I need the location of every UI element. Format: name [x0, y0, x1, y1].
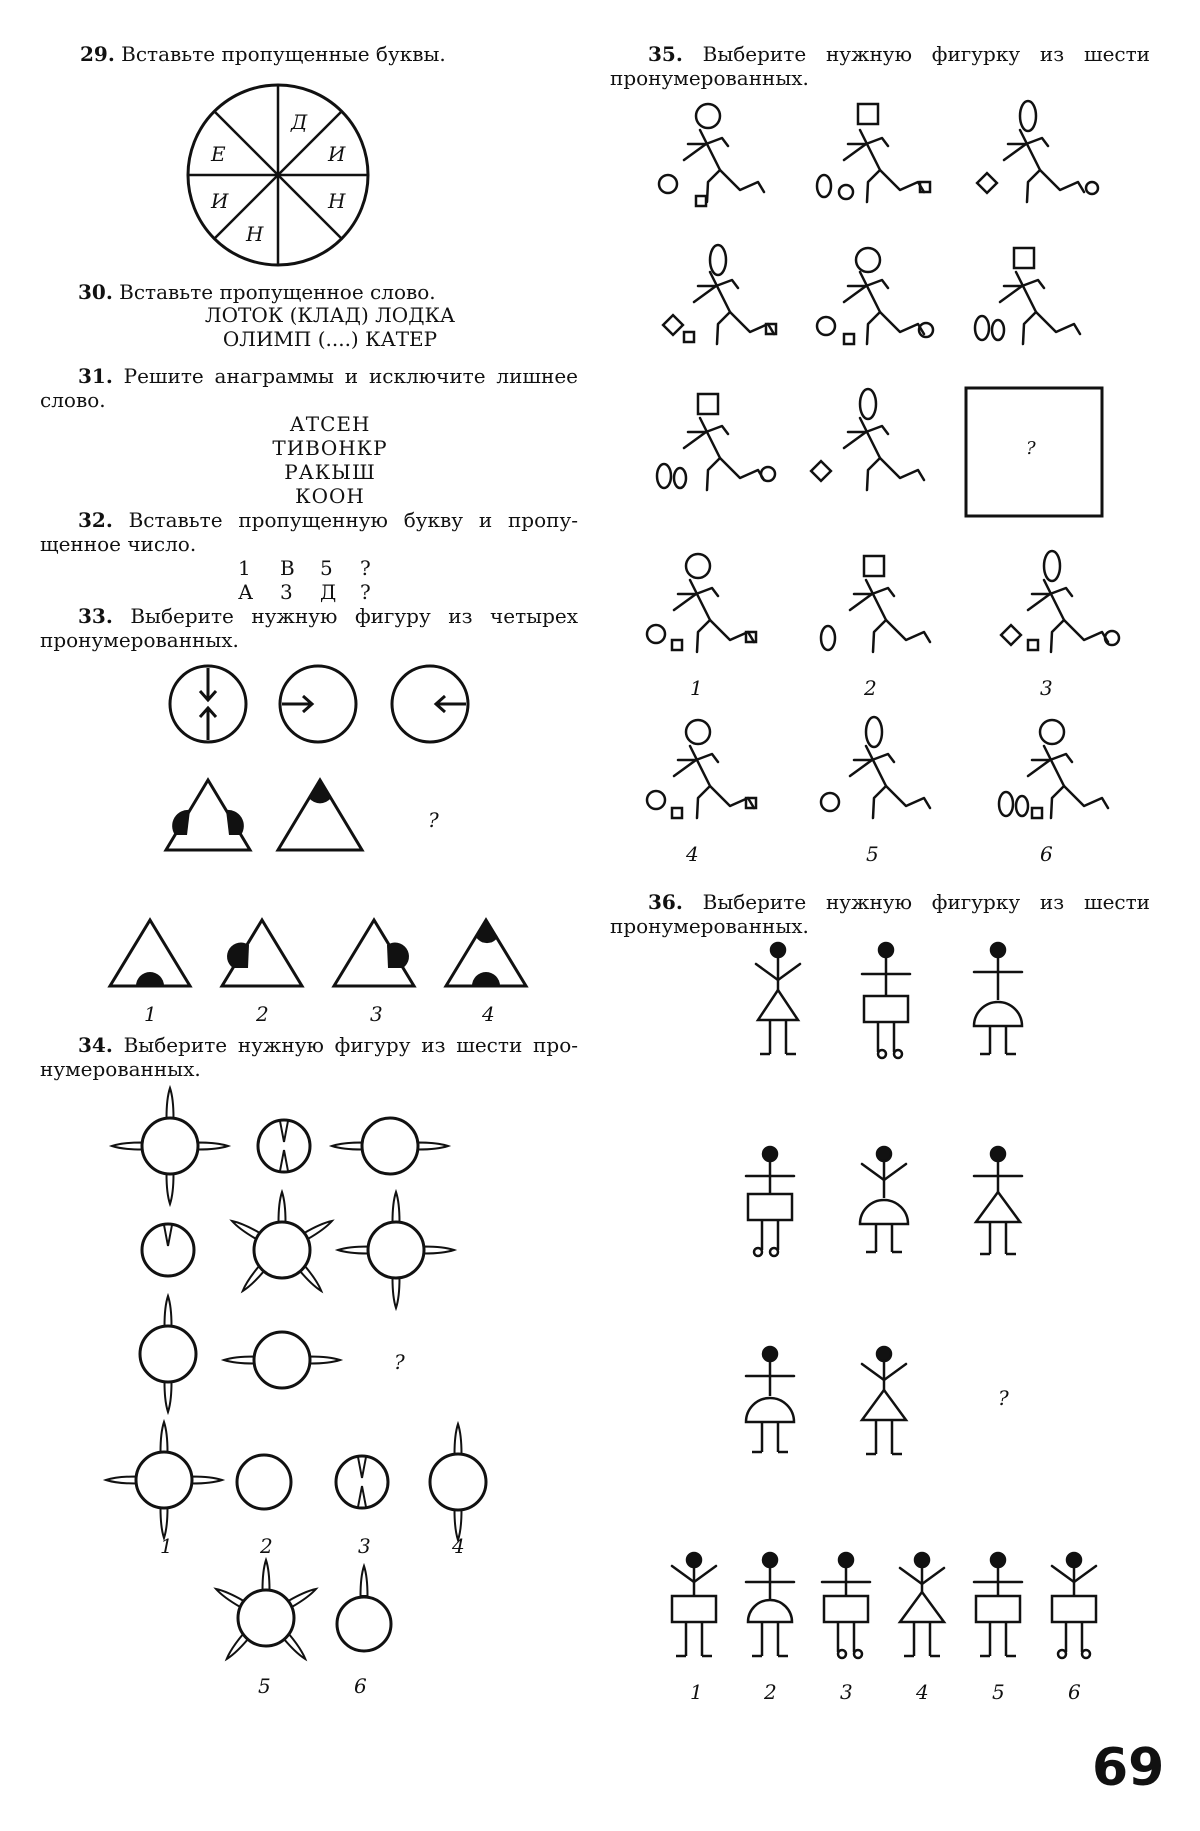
q35-label: 6: [1040, 842, 1053, 866]
q33-triangle-2: [278, 780, 362, 850]
q36-label: 6: [1068, 1680, 1081, 1704]
q33-circle-arrows-1: [170, 666, 246, 742]
q35-label: 3: [1040, 676, 1053, 700]
wheel-letter: И: [328, 142, 346, 166]
q35-label: 1: [690, 676, 703, 700]
q32-cell: ?: [360, 556, 371, 580]
q35-text2: пронумерованных.: [610, 66, 809, 90]
q35-figure-1: [659, 104, 764, 206]
q29-number: 29.: [80, 42, 115, 66]
q34-figure-1: [112, 1088, 228, 1204]
q36-label: 4: [916, 1680, 929, 1704]
q34-answer-6[interactable]: [337, 1566, 391, 1651]
q36-answer-5[interactable]: [974, 1553, 1022, 1656]
q35-answer-3[interactable]: [1001, 551, 1119, 652]
q34-label: 5: [258, 1674, 271, 1698]
q34-answer-1[interactable]: [106, 1422, 222, 1538]
q35-answer-6[interactable]: [999, 720, 1108, 818]
q36-label: 5: [992, 1680, 1005, 1704]
q32-cell: Д: [320, 580, 337, 604]
q33-answer-3[interactable]: [334, 920, 414, 986]
q30-text: Вставьте пропущенное слово.: [119, 280, 436, 304]
q36-figure-8: [862, 1347, 906, 1454]
q36-figure-2: [862, 943, 910, 1058]
q36-text2: пронумерованных.: [610, 914, 809, 938]
q33-answer-1[interactable]: [110, 920, 190, 986]
q36-figure-6: [974, 1147, 1022, 1254]
q33-label: 2: [256, 1002, 269, 1026]
wheel-letter: Н: [246, 222, 264, 246]
q35-figure-8: [811, 389, 924, 490]
q35-answer-2[interactable]: [821, 556, 930, 652]
q36-figure-1: [756, 943, 800, 1054]
q33-number: 33.: [78, 604, 113, 628]
q34-number: 34.: [78, 1033, 113, 1057]
q36-text1: Выберите нужную фигурку из шести: [702, 890, 1151, 914]
q36-number: 36.: [648, 890, 683, 914]
q33-label: 1: [144, 1002, 157, 1026]
q34-label: 4: [452, 1534, 465, 1558]
q34-label: 3: [358, 1534, 371, 1558]
q35-label: 5: [866, 842, 879, 866]
q31-word: АТСЕН: [289, 412, 371, 436]
q34-answer-2[interactable]: [237, 1455, 291, 1509]
q34-label: 2: [260, 1534, 273, 1558]
q35-answer-1[interactable]: [647, 554, 756, 652]
q32-cell: 3: [280, 580, 293, 604]
page-number: 69: [1092, 1738, 1165, 1798]
q35-figure-3: [977, 101, 1098, 202]
q30-line1: ЛОТОК (КЛАД) ЛОДКА: [204, 303, 456, 327]
q31-text2: слово.: [40, 388, 106, 412]
q34-text2: нумерованных.: [40, 1057, 201, 1081]
q31-word: КООН: [295, 484, 365, 508]
q36-figure-5: [860, 1147, 908, 1252]
q32-cell: 5: [320, 556, 333, 580]
q34-figure-2: [258, 1120, 310, 1172]
q36-answer-1[interactable]: [672, 1553, 716, 1656]
q34-figure-6: [338, 1192, 454, 1308]
q35-figure-6: [975, 248, 1080, 344]
q33-circle-arrows-2: [280, 666, 356, 742]
q31-word: РАКЫШ: [284, 460, 376, 484]
q34-figure-8: [224, 1332, 340, 1388]
q34-figure-5: [230, 1192, 333, 1293]
q36-answer-6[interactable]: [1052, 1553, 1096, 1658]
q32-cell: ?: [360, 580, 371, 604]
q33-circle-arrows-3: [392, 666, 468, 742]
q31-text1: Решите анаграммы и исключите лишнее: [123, 364, 578, 388]
q30-number: 30.: [78, 280, 113, 304]
q34-text1: Выберите нужную фигуру из шести про-: [123, 1033, 578, 1057]
q29-text: Вставьте пропущенные буквы.: [121, 42, 446, 66]
q35-label: 4: [686, 842, 699, 866]
q36-figure-7: [746, 1347, 794, 1452]
q36-figure-3: [974, 943, 1022, 1054]
q31-word: ТИВОНКР: [272, 436, 388, 460]
q30-line2: ОЛИМП (....) КАТЕР: [222, 327, 438, 351]
q33-text1: Выберите нужную фигуру из четырех: [130, 604, 579, 628]
q36-answer-4[interactable]: [900, 1553, 944, 1656]
wheel-letter: Н: [328, 189, 346, 213]
wheel-letter: Е: [211, 142, 226, 166]
wheel-letter: Д: [291, 110, 308, 134]
q32-cell: 1: [238, 556, 251, 580]
letter-wheel: [188, 85, 368, 265]
q33-text2: пронумерованных.: [40, 628, 239, 652]
q35-figure-2: [817, 104, 930, 202]
wheel-letter: И: [211, 189, 229, 213]
q36-label: 1: [690, 1680, 703, 1704]
q33-question-mark: ?: [428, 808, 439, 832]
q32-text2: щенное число.: [40, 532, 197, 556]
q35-question-mark: ?: [1026, 438, 1036, 459]
q35-answer-5[interactable]: [821, 717, 930, 818]
q34-figure-7: [140, 1296, 196, 1412]
q33-label: 4: [482, 1002, 495, 1026]
q34-label: 6: [354, 1674, 367, 1698]
q35-figure-5: [817, 248, 933, 344]
q36-answer-3[interactable]: [822, 1553, 870, 1658]
q34-figure-4: [142, 1224, 194, 1276]
q33-label: 3: [370, 1002, 383, 1026]
q35-answer-4[interactable]: [647, 720, 756, 818]
q36-label: 3: [840, 1680, 853, 1704]
q36-question-mark: ?: [998, 1386, 1009, 1410]
q34-answer-5[interactable]: [214, 1560, 317, 1661]
q33-answer-4[interactable]: [446, 920, 526, 986]
q34-answer-4[interactable]: [430, 1424, 486, 1540]
q32-cell: А: [238, 580, 254, 604]
q36-figure-4: [746, 1147, 794, 1256]
q34-question-mark: ?: [394, 1350, 405, 1374]
q35-label: 2: [864, 676, 877, 700]
q32-cell: В: [280, 556, 295, 580]
q35-figure-7: [657, 394, 775, 490]
q33-triangle-1: [166, 780, 250, 850]
q33-answer-2[interactable]: [222, 920, 302, 986]
q34-answer-3[interactable]: [336, 1456, 388, 1508]
q36-label: 2: [764, 1680, 777, 1704]
q36-answer-2[interactable]: [746, 1553, 794, 1656]
q32-number: 32.: [78, 508, 113, 532]
q34-label: 1: [160, 1534, 173, 1558]
q31-number: 31.: [78, 364, 113, 388]
q35-figure-4: [663, 245, 776, 344]
q35-number: 35.: [648, 42, 683, 66]
q34-figure-3: [332, 1118, 448, 1174]
q32-text1: Вставьте пропущенную букву и пропу-: [128, 508, 578, 532]
q35-text1: Выберите нужную фигурку из шести: [702, 42, 1151, 66]
